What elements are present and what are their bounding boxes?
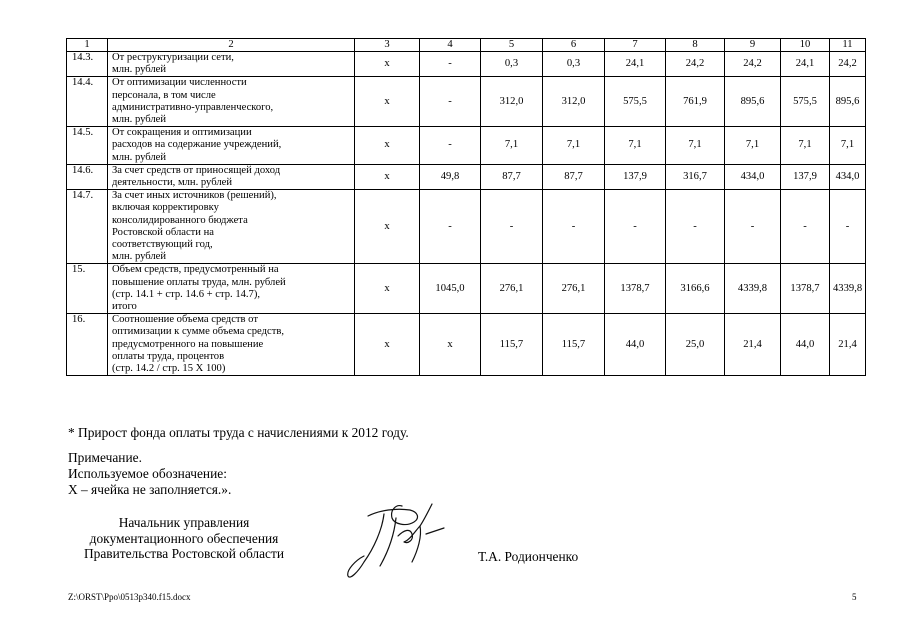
value-cell: - (781, 190, 830, 264)
note-designation-text: Х – ячейка не заполняется.». (68, 482, 232, 497)
note-title: Примечание. (68, 450, 142, 465)
header-cell: 9 (725, 39, 781, 52)
value-cell: 312,0 (481, 77, 543, 127)
value-cell: 25,0 (666, 314, 725, 376)
row-description (108, 190, 355, 264)
row-description-line: предусмотренного на повышение (112, 338, 264, 350)
value-cell: - (666, 190, 725, 264)
value-cell: 87,7 (481, 164, 543, 189)
value-cell: х (355, 127, 420, 165)
table-row (67, 52, 866, 77)
row-number: 14.7. (67, 190, 108, 264)
header-cell: 6 (543, 39, 605, 52)
row-description-line: консолидированного бюджета (112, 214, 248, 226)
table-row (67, 264, 866, 314)
value-cell: 575,5 (605, 77, 666, 127)
row-description-line: За счет иных источников (решений), (112, 190, 277, 202)
value-cell: 21,4 (830, 314, 866, 376)
row-number: 14.5. (67, 127, 108, 165)
value-cell: 7,1 (605, 127, 666, 165)
file-path: Z:\ORST\Ppo\0513p340.f15.docx (68, 592, 191, 602)
table-row (67, 190, 866, 264)
signatory-position-line: Начальник управления (118, 515, 250, 530)
value-cell: 895,6 (830, 77, 866, 127)
value-cell: х (355, 264, 420, 314)
value-cell: 44,0 (605, 314, 666, 376)
value-cell: 7,1 (781, 127, 830, 165)
value-cell: - (830, 190, 866, 264)
value-cell: 24,2 (666, 52, 725, 77)
value-cell: - (420, 52, 481, 77)
signatory-position-line: документационного обеспечения (89, 530, 279, 546)
note-designation-label: Используемое обозначение: (68, 466, 227, 481)
row-description (108, 164, 355, 189)
value-cell: 24,1 (605, 52, 666, 77)
row-description-line: млн. рублей (112, 151, 167, 163)
value-cell: 895,6 (725, 77, 781, 127)
row-description-line: персонала, в том числе (112, 89, 216, 101)
value-cell: 24,2 (725, 52, 781, 77)
header-cell: 8 (666, 39, 725, 52)
row-description-line: От оптимизации численности (112, 77, 247, 89)
value-cell: 115,7 (543, 314, 605, 376)
value-cell: 434,0 (830, 164, 866, 189)
row-description (108, 52, 355, 77)
value-cell: - (420, 127, 481, 165)
header-cell: 10 (781, 39, 830, 52)
handwritten-signature (340, 500, 470, 592)
row-description-line: повышение оплаты труда, млн. рублей (112, 276, 286, 288)
row-description-line: млн. рублей (112, 64, 167, 76)
value-cell: х (420, 314, 481, 376)
value-cell: - (605, 190, 666, 264)
row-description-line: Объем средств, предусмотренный на (112, 264, 279, 276)
signatory-position (64, 515, 304, 562)
value-cell: - (420, 190, 481, 264)
header-cell: 7 (605, 39, 666, 52)
header-cell: 2 (108, 39, 355, 52)
value-cell: 115,7 (481, 314, 543, 376)
value-cell: 575,5 (781, 77, 830, 127)
signatory-position-line: Правительства Ростовской области (83, 546, 285, 561)
row-number: 15. (67, 264, 108, 314)
value-cell: - (481, 190, 543, 264)
value-cell: 4339,8 (725, 264, 781, 314)
value-cell: х (355, 314, 420, 376)
row-description-line: млн. рублей (112, 251, 167, 263)
row-description-line: оплаты труда, процентов (112, 350, 225, 362)
data-table (66, 38, 866, 376)
row-number: 16. (67, 314, 108, 376)
value-cell: 49,8 (420, 164, 481, 189)
row-description-line: Ростовской области на (112, 226, 214, 238)
value-cell: 7,1 (725, 127, 781, 165)
value-cell: 761,9 (666, 77, 725, 127)
row-description-line: расходов на содержание учреждений, (112, 139, 282, 151)
header-cell: 4 (420, 39, 481, 52)
value-cell: - (725, 190, 781, 264)
value-cell: 87,7 (543, 164, 605, 189)
footnote: * Прирост фонда оплаты труда с начислениями к 2012 году. (68, 425, 409, 440)
value-cell: 1045,0 (420, 264, 481, 314)
value-cell: 24,2 (830, 52, 866, 77)
value-cell: 0,3 (543, 52, 605, 77)
row-description-line: итого (112, 301, 137, 313)
header-cell: 1 (67, 39, 108, 52)
value-cell: 0,3 (481, 52, 543, 77)
row-description-line: млн. рублей (112, 114, 167, 126)
value-cell: 137,9 (605, 164, 666, 189)
signatory-name: Т.А. Родионченко (478, 549, 579, 564)
row-description-line: От реструктуризации сети, (112, 52, 234, 63)
value-cell: 44,0 (781, 314, 830, 376)
row-description-line: (стр. 14.2 / стр. 15 Х 100) (112, 363, 226, 375)
value-cell: 1378,7 (781, 264, 830, 314)
value-cell: 7,1 (830, 127, 866, 165)
row-number: 14.3. (67, 52, 108, 77)
value-cell: 434,0 (725, 164, 781, 189)
value-cell: - (420, 77, 481, 127)
value-cell: х (355, 77, 420, 127)
row-description-line: Соотношение объема средств от (112, 314, 258, 326)
row-description (108, 127, 355, 165)
value-cell: х (355, 52, 420, 77)
value-cell: 21,4 (725, 314, 781, 376)
row-number: 14.6. (67, 164, 108, 189)
table-header-row (67, 39, 866, 52)
value-cell: 4339,8 (830, 264, 866, 314)
table-row (67, 164, 866, 189)
value-cell: 316,7 (666, 164, 725, 189)
table-row (67, 314, 866, 376)
header-cell: 5 (481, 39, 543, 52)
value-cell: 24,1 (781, 52, 830, 77)
value-cell: 7,1 (543, 127, 605, 165)
row-description-line: За счет средств от приносящей доход (112, 164, 281, 176)
value-cell: 137,9 (781, 164, 830, 189)
value-cell: 276,1 (543, 264, 605, 314)
row-description (108, 77, 355, 127)
row-description (108, 264, 355, 314)
header-cell: 3 (355, 39, 420, 52)
value-cell: 7,1 (666, 127, 725, 165)
table-row (67, 127, 866, 165)
value-cell: 312,0 (543, 77, 605, 127)
value-cell: 1378,7 (605, 264, 666, 314)
row-description-line: деятельности, млн. рублей (112, 177, 232, 189)
table-row (67, 77, 866, 127)
row-description-line: От сокращения и оптимизации (112, 127, 252, 139)
row-description-line: административно-управленческого, (112, 101, 274, 113)
value-cell: 7,1 (481, 127, 543, 165)
row-description (108, 314, 355, 376)
value-cell: 276,1 (481, 264, 543, 314)
page-number: 5 (852, 592, 857, 602)
value-cell: х (355, 164, 420, 189)
row-description-line: оптимизации к сумме объема средств, (112, 326, 284, 338)
value-cell: х (355, 190, 420, 264)
row-number: 14.4. (67, 77, 108, 127)
row-description-line: (стр. 14.1 + стр. 14.6 + стр. 14.7), (112, 288, 261, 300)
value-cell: 3166,6 (666, 264, 725, 314)
header-cell: 11 (830, 39, 866, 52)
row-description-line: соответствующий год, (112, 239, 213, 251)
value-cell: - (543, 190, 605, 264)
row-description-line: включая корректировку (112, 202, 219, 214)
